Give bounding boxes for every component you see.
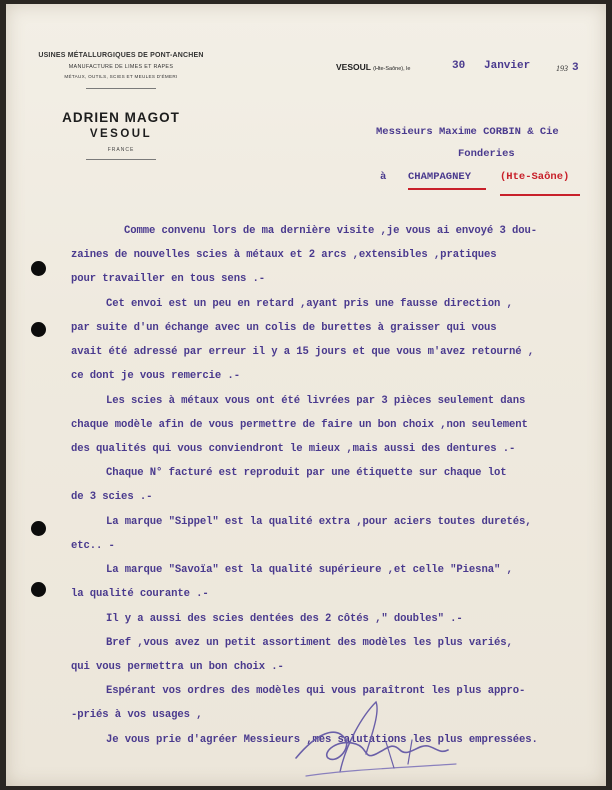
body-line: pour travailler en tous sens .- bbox=[71, 273, 265, 285]
body-line: La marque "Savoïa" est la qualité supérieure ,et celle "Piesna" , bbox=[106, 564, 513, 576]
body-line: Cet envoi est un peu en retard ,ayant pris une fausse direction , bbox=[106, 298, 513, 310]
body-line: Espérant vos ordres des modèles qui vous paraîtront les plus appro- bbox=[106, 685, 526, 697]
body-line: la qualité courante .- bbox=[71, 588, 209, 600]
letterhead-company: USINES MÉTALLURGIQUES DE PONT-ANCHEN bbox=[38, 52, 204, 59]
body-line: zaines de nouvelles scies à métaux et 2 arcs ,extensibles ,pratiques bbox=[71, 249, 497, 261]
date-place bbox=[336, 62, 410, 72]
body-line: qui vous permettra un bon choix .- bbox=[71, 661, 284, 673]
body-line: La marque "Sippel" est la qualité extra ,pour aciers toutes duretés, bbox=[106, 516, 532, 528]
place-note: (Hte-Saône), le bbox=[373, 66, 411, 72]
letterhead-products: MÉTAUX, OUTILS, SCIES ET MEULES D'ÉMERI bbox=[64, 74, 178, 79]
recipient-prefix: à bbox=[380, 171, 387, 183]
punch-hole bbox=[31, 261, 46, 276]
body-line: des qualités qui vous conviendront le mieux ,mais aussi des dentures .- bbox=[71, 443, 516, 455]
recipient-name: Messieurs Maxime CORBIN & Cie bbox=[376, 126, 559, 138]
divider bbox=[86, 159, 156, 160]
letterhead-city: VESOUL bbox=[89, 128, 153, 140]
body-line: Les scies à métaux vous ont été livrées par 3 pièces seulement dans bbox=[106, 395, 526, 407]
underline-region bbox=[500, 194, 580, 196]
body-line: ce dont je vous remercie .- bbox=[71, 370, 240, 382]
recipient-business: Fonderies bbox=[458, 148, 515, 160]
body-line: Chaque N° facturé est reproduit par une étiquette sur chaque lot bbox=[106, 467, 507, 479]
recipient-region: (Hte-Saône) bbox=[500, 171, 570, 183]
letterhead-owner: ADRIEN MAGOT bbox=[62, 110, 180, 125]
divider bbox=[86, 88, 156, 89]
body-line: Bref ,vous avez un petit assortiment des modèles les plus variés, bbox=[106, 637, 513, 649]
body-line: Il y a aussi des scies dentées des 2 côtés ," doubles" .- bbox=[106, 613, 463, 625]
letter-page bbox=[6, 4, 606, 786]
date-day: 30 bbox=[452, 60, 466, 72]
date-year-prefix: 193 bbox=[556, 64, 568, 73]
body-line: Comme convenu lors de ma dernière visite ,je vous ai envoyé 3 dou- bbox=[124, 225, 537, 237]
punch-hole bbox=[31, 521, 46, 536]
recipient-city: CHAMPAGNEY bbox=[408, 171, 472, 183]
punch-hole bbox=[31, 582, 46, 597]
date-month: Janvier bbox=[484, 60, 531, 72]
underline-city bbox=[408, 188, 486, 190]
date-year: 3 bbox=[572, 62, 579, 74]
punch-hole bbox=[31, 322, 46, 337]
body-line: avait été adressé par erreur il y a 15 jours et que vous m'avez retourné , bbox=[71, 346, 535, 358]
letterhead-country: FRANCE bbox=[107, 147, 135, 153]
body-line: chaque modèle afin de vous permettre de faire un bon choix ,non seulement bbox=[71, 419, 528, 431]
place-city: VESOUL bbox=[336, 62, 371, 72]
body-line: par suite d'un échange avec un colis de burettes à graisser qui vous bbox=[71, 322, 497, 334]
signature-image bbox=[276, 694, 476, 786]
body-line: de 3 scies .- bbox=[71, 491, 153, 503]
body-line: -priés à vos usages , bbox=[71, 709, 203, 721]
body-line: etc.. - bbox=[71, 540, 115, 552]
body-line: Je vous prie d'agréer Messieurs ,mes salutations les plus empressées. bbox=[106, 734, 538, 746]
letterhead-subtitle: MANUFACTURE DE LIMES ET RAPES bbox=[68, 64, 174, 70]
